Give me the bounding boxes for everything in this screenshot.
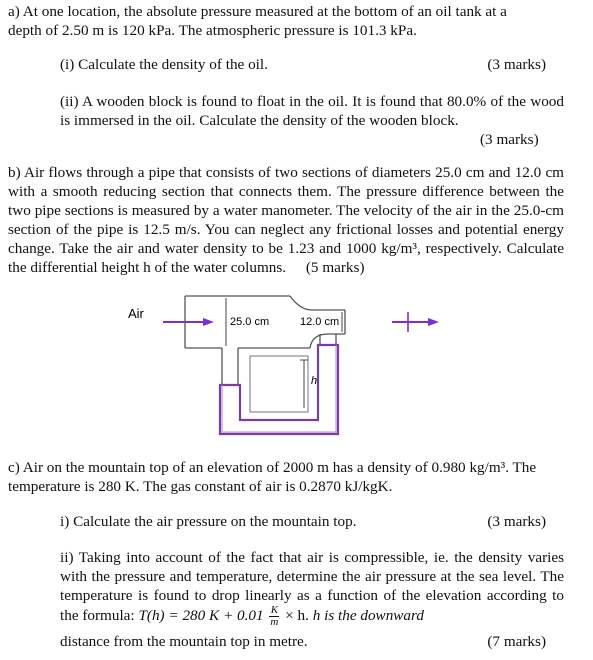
part-c-q1-marks: (3 marks): [487, 513, 546, 530]
part-c-line2: temperature is 280 K. The gas constant of air is 0.2870 kJ/kgK.: [8, 478, 393, 495]
part-c-q1-text: i) Calculate the air pressure on the mountain top.: [60, 513, 357, 530]
part-a-line1: a) At one location, the absolute pressure measured at the bottom of an oil tank at a: [8, 3, 507, 20]
part-b-marks: (5 marks): [305, 259, 365, 276]
part-b-text: b) Air flows through a pipe that consists of two sections of diameters 25.0 cm and 12.0 cm with a smooth reducing section that connects them. The pressure difference between the two pipe sections is measured by a water manometer. The velocity of the air in the 25.0-cm section of the pipe is 12.5 m/s. You can neglect any frictional losses and potential energy change. Take the air and water density to be 1.23 and 1000 kg/m³, respectively. Calculate the differential height h of the water columns. (5 marks): [8, 164, 564, 276]
part-c-q2: [60, 548, 564, 628]
manometer-tube: [220, 334, 338, 434]
part-c-q1: [60, 512, 546, 531]
h-label: h: [311, 375, 318, 387]
formula-lhs: T(h) = 280 K + 0.01: [138, 606, 264, 624]
d2-label: 12.0 cm: [300, 316, 340, 328]
part-a-q1-marks: (3 marks): [487, 56, 546, 73]
manometer-inner-box: [250, 356, 308, 412]
d1-label: 25.0 cm: [230, 316, 270, 328]
part-c-q2-text: ii) Taking into account of the fact that air is compressible, ie. the density varies with the pressure and temperature, determine the air pressure at the sea level. The temperature is found to drop linearly as a function of the elevation according to the formula:: [60, 549, 564, 624]
outlet-arrow-icon: [392, 312, 439, 332]
air-label: Air: [128, 306, 144, 321]
part-c-q2-marks: (7 marks): [487, 633, 546, 650]
pipe-manometer-diagram: [0, 280, 593, 460]
part-a-q1: [60, 55, 546, 74]
formula-rhs: × h.: [285, 606, 309, 624]
part-a-q2-marks: (3 marks): [480, 131, 539, 148]
inlet-arrow-icon: [163, 318, 214, 326]
part-a-q2-text: (ii) A wooden block is found to float in the oil. It is found that 80.0% of the wood is immersed in the oil. Calculate the density of the wooden block.: [60, 93, 564, 129]
part-c-q2-last: distance from the mountain top in metre.: [60, 633, 308, 650]
part-a-line2: depth of 2.50 m is 120 kPa. The atmospheric pressure is 101.3 kPa.: [8, 22, 417, 39]
part-c-q2-after: h is the downward: [312, 606, 424, 624]
part-c-q2-last-line: [60, 632, 546, 651]
formula-fraction: $\frac{K}{m}$: [270, 604, 279, 628]
part-a-q1-text: (i) Calculate the density of the oil.: [60, 56, 268, 73]
h-dimension-icon: [300, 360, 308, 408]
part-c-line1: c) Air on the mountain top of an elevation of 2000 m has a density of 0.980 kg/m³. The: [8, 459, 537, 476]
